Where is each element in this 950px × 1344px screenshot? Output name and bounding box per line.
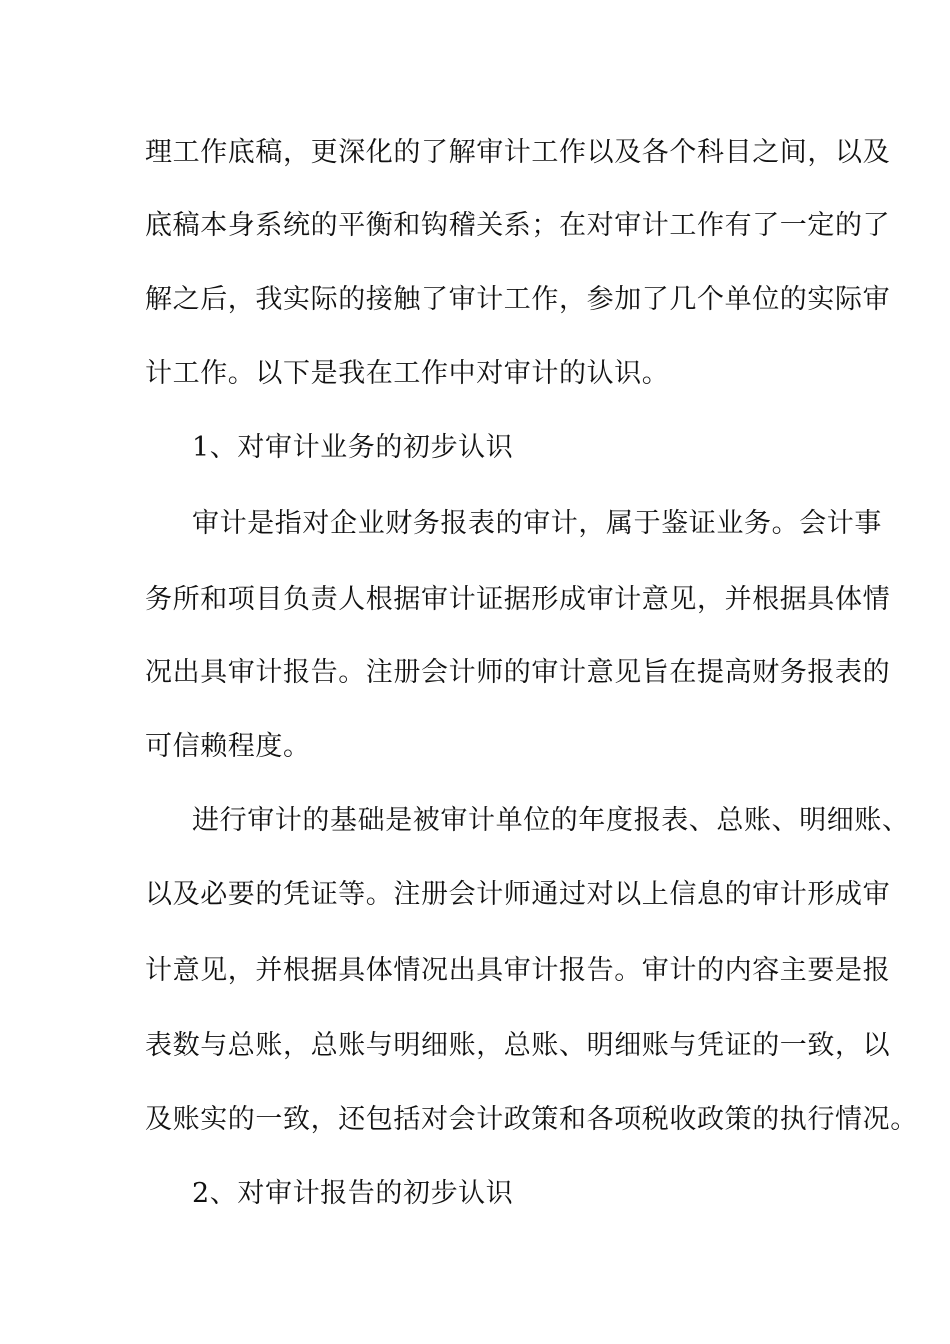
section-heading: 1、对审计业务的初步认识 <box>192 432 514 463</box>
body-text-line: 表数与总账，总账与明细账，总账、明细账与凭证的一致，以 <box>145 1030 891 1061</box>
section-heading: 2、对审计报告的初步认识 <box>192 1178 514 1209</box>
body-text-line: 计工作。以下是我在工作中对审计的认识。 <box>145 358 670 389</box>
body-text-line: 及账实的一致，还包括对会计政策和各项税收政策的执行情况。 <box>145 1104 918 1135</box>
body-text-line: 解之后，我实际的接触了审计工作，参加了几个单位的实际审 <box>145 284 891 315</box>
body-text-line: 可信赖程度。 <box>145 731 311 762</box>
body-text-line: 计意见，并根据具体情况出具审计报告。审计的内容主要是报 <box>145 955 891 986</box>
body-text-line: 底稿本身系统的平衡和钩稽关系；在对审计工作有了一定的了 <box>145 210 891 241</box>
body-text-line: 审计是指对企业财务报表的审计，属于鉴证业务。会计事 <box>192 508 882 539</box>
body-text-line: 进行审计的基础是被审计单位的年度报表、总账、明细账、 <box>192 805 910 836</box>
body-text-line: 况出具审计报告。注册会计师的审计意见旨在提高财务报表的 <box>145 657 891 688</box>
body-text-line: 务所和项目负责人根据审计证据形成审计意见，并根据具体情 <box>145 584 891 615</box>
body-text-line: 理工作底稿，更深化的了解审计工作以及各个科目之间，以及 <box>145 137 891 168</box>
body-text-line: 以及必要的凭证等。注册会计师通过对以上信息的审计形成审 <box>145 879 891 910</box>
